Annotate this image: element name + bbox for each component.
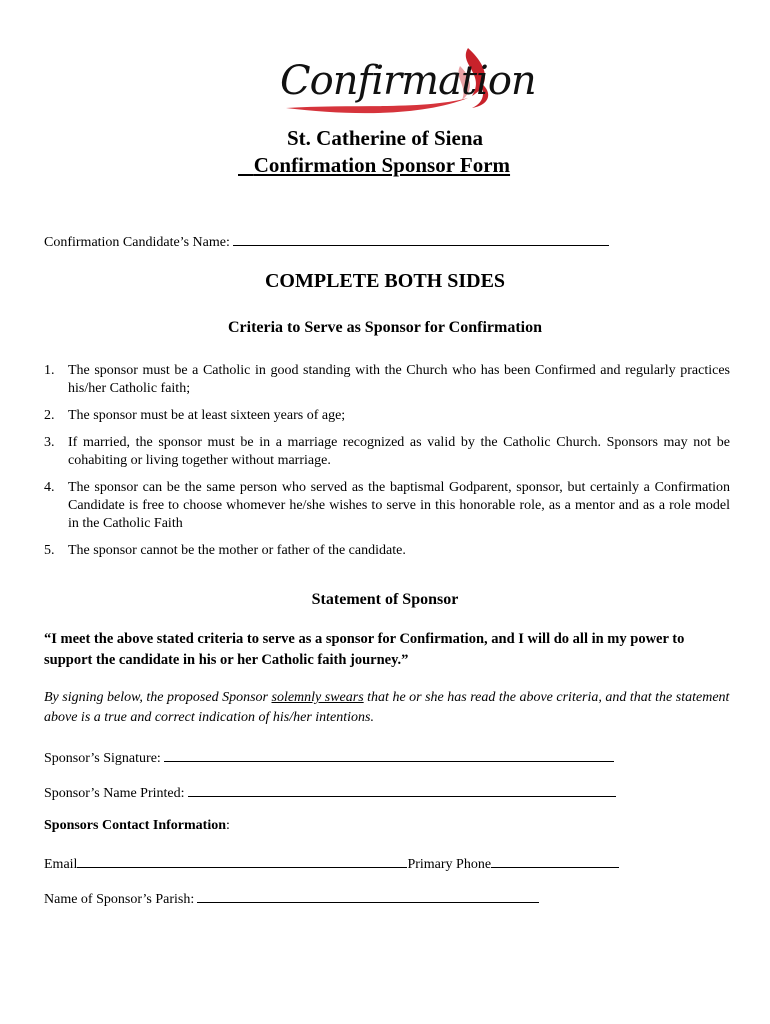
- contact-info-heading-text: Sponsors Contact Information: [44, 818, 227, 833]
- criteria-item: [44, 542, 730, 560]
- form-title: [238, 153, 510, 178]
- candidate-name-row: [44, 232, 609, 251]
- name-printed-field[interactable]: [188, 783, 616, 797]
- signature-label: Sponsor’s Signature:: [44, 751, 161, 766]
- candidate-name-field[interactable]: [233, 232, 609, 246]
- criteria-item-number: 5.: [44, 543, 55, 558]
- criteria-item-text: The sponsor must be a Catholic in good standing with the Church who has been Confirmed and regularly practices his/her Catholic faith;: [68, 363, 730, 396]
- parish-row: [44, 889, 539, 908]
- parish-label: Name of Sponsor’s Parish:: [44, 892, 195, 907]
- name-printed-row: [44, 783, 616, 802]
- phone-label: Primary Phone: [407, 857, 492, 872]
- criteria-heading: Criteria to Serve as Sponsor for Confirmation: [227, 319, 543, 336]
- parish-field[interactable]: [197, 889, 539, 903]
- oath-text-before: By signing below, the proposed Sponsor: [44, 690, 272, 705]
- form-title-text: Confirmation Sponsor Form: [253, 153, 511, 177]
- criteria-item: [44, 362, 730, 398]
- contact-info-colon: :: [226, 818, 230, 833]
- sponsor-oath-text: [44, 688, 730, 728]
- form-title-prefix: [238, 153, 254, 177]
- criteria-item-text: If married, the sponsor must be in a marriage recognized as valid by the Catholic Church. Sponsors may not be cohabiting or living together without marriage.: [68, 435, 730, 468]
- criteria-item-number: 4.: [44, 480, 55, 495]
- criteria-item-text: The sponsor cannot be the mother or father of the candidate.: [68, 543, 406, 558]
- email-field[interactable]: [77, 854, 407, 868]
- criteria-item-number: 2.: [44, 408, 55, 423]
- complete-both-sides-heading: COMPLETE BOTH SIDES: [264, 270, 506, 292]
- signature-row: [44, 748, 614, 767]
- name-printed-label: Sponsor’s Name Printed:: [44, 786, 185, 801]
- criteria-list: [44, 362, 730, 569]
- statement-heading: Statement of Sponsor: [311, 591, 459, 608]
- contact-info-heading: [44, 818, 230, 834]
- phone-field[interactable]: [491, 854, 619, 868]
- candidate-name-label: Confirmation Candidate’s Name:: [44, 235, 230, 250]
- logo-wordmark: Confirmation: [280, 58, 536, 104]
- sponsor-statement-quote: “I meet the above stated criteria to serve as a sponsor for Confirmation, and I will do all in my power to support the candidate in his or her Catholic faith journey.”: [44, 631, 685, 668]
- criteria-item: [44, 434, 730, 470]
- confirmation-logo: [272, 44, 536, 126]
- criteria-item: [44, 479, 730, 533]
- parish-title: St. Catherine of Siena: [287, 126, 483, 150]
- signature-field[interactable]: [164, 748, 614, 762]
- criteria-item-text: The sponsor must be at least sixteen years of age;: [68, 408, 346, 423]
- oath-text-after: that he or she has read the above criteria, and that the statement above is a true and correct indication of his/her intentions.: [44, 690, 730, 725]
- criteria-item-number: 3.: [44, 435, 55, 450]
- criteria-item-number: 1.: [44, 363, 55, 378]
- email-phone-row: [44, 854, 619, 873]
- criteria-item: [44, 407, 730, 425]
- criteria-item-text: The sponsor can be the same person who served as the baptismal Godparent, sponsor, but certainly a Confirmation Candidate is free to choose whomever he/she wishes to serve in this honorable role, as a mentor and as a role model in the Catholic Faith: [68, 480, 730, 531]
- email-label: Email: [44, 857, 78, 872]
- oath-text-underlined: solemnly swears: [271, 690, 364, 705]
